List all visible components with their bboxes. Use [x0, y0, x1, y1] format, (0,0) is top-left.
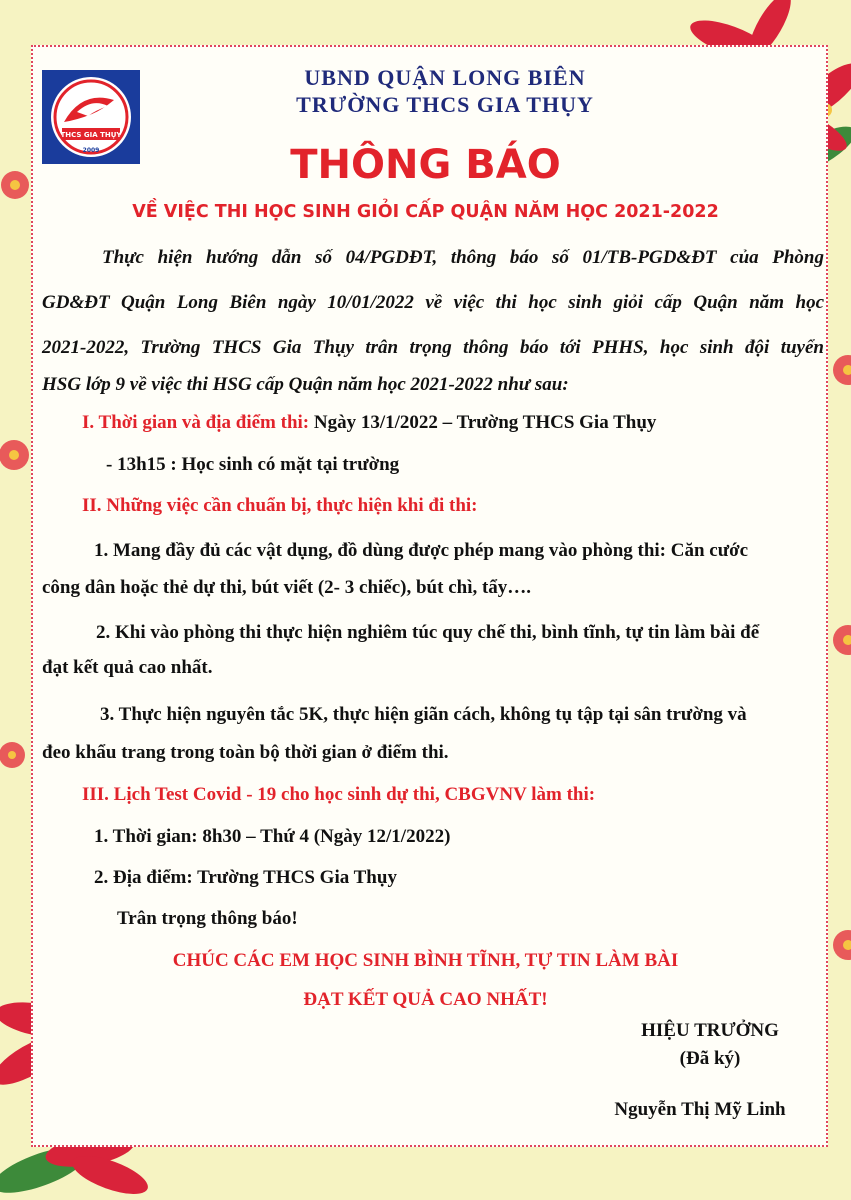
intro-line-1: Thực hiện hướng dẫn số 04/PGDĐT, thông báo số 01/TB-PGD&ĐT của Phòng: [102, 247, 824, 268]
section-1-item: - 13h15 : Học sinh có mặt tại trường: [106, 454, 400, 475]
notice-title: THÔNG BÁO: [290, 142, 561, 188]
section-2-heading: II. Những việc cần chuẩn bị, thực hiện khi đi thi:: [82, 495, 478, 516]
section-3-heading: III. Lịch Test Covid - 19 cho học sinh dự thi, CBGVNV làm thi:: [82, 784, 596, 805]
wish-line-1: CHÚC CÁC EM HỌC SINH BÌNH TĨNH, TỰ TIN LÀM BÀI: [172, 950, 679, 971]
intro-line-2: GD&ĐT Quận Long Biên ngày 10/01/2022 về việc thi học sinh giỏi cấp Quận năm học: [42, 292, 824, 313]
section-2-item-1b: công dân hoặc thẻ dự thi, bút viết (2- 3 chiếc), bút chì, tẩy….: [42, 577, 532, 598]
logo-text: THCS GIA THỤY: [60, 131, 122, 139]
section-2-item-2b: đạt kết quả cao nhất.: [42, 657, 213, 678]
section-2-item-2a: 2. Khi vào phòng thi thực hiện nghiêm túc quy chế thi, bình tĩnh, tự tin làm bài để: [96, 622, 760, 643]
section-1-value: Ngày 13/1/2022 – Trường THCS Gia Thụy: [313, 412, 657, 433]
header-district: UBND QUẬN LONG BIÊN: [304, 65, 586, 90]
small-flower-right-mid-decoration: [826, 615, 851, 665]
signature-name: Nguyễn Thị Mỹ Linh: [614, 1099, 786, 1120]
wish-line-2: ĐẠT KẾT QUẢ CAO NHẤT!: [303, 989, 548, 1010]
header-school: TRƯỜNG THCS GIA THỤY: [296, 92, 594, 117]
section-2-item-3b: đeo khẩu trang trong toàn bộ thời gian ở điểm thi.: [42, 742, 449, 763]
signature-signed: (Đã ký): [679, 1048, 741, 1069]
signature-role: HIỆU TRƯỞNG: [641, 1020, 779, 1041]
section-3-item-2: 2. Địa điểm: Trường THCS Gia Thụy: [94, 867, 397, 888]
notice-subtitle: VỀ VIỆC THI HỌC SINH GIỎI CẤP QUẬN NĂM HỌC 2021-2022: [132, 202, 719, 222]
section-3-item-1: 1. Thời gian: 8h30 – Thứ 4 (Ngày 12/1/2022): [94, 826, 451, 847]
school-header: [200, 64, 690, 118]
section-2-item-1a: 1. Mang đầy đủ các vật dụng, đồ dùng được phép mang vào phòng thi: Căn cước: [94, 540, 749, 561]
intro-line-3: 2021-2022, Trường THCS Gia Thụy trân trọng thông báo tới PHHS, học sinh đội tuyển: [42, 337, 824, 358]
section-2-item-3a: 3. Thực hiện nguyên tắc 5K, thực hiện giãn cách, không tụ tập tại sân trường và: [100, 704, 747, 725]
logo-year: 2009: [82, 147, 100, 154]
section-1: [82, 410, 656, 436]
closing-text: Trân trọng thông báo!: [117, 908, 298, 929]
small-flower-right-decoration: [826, 345, 851, 395]
section-1-heading: I. Thời gian và địa điểm thi:: [82, 412, 310, 433]
intro-line-4: HSG lớp 9 về việc thi HSG cấp Quận năm học 2021-2022 như sau:: [42, 374, 569, 395]
